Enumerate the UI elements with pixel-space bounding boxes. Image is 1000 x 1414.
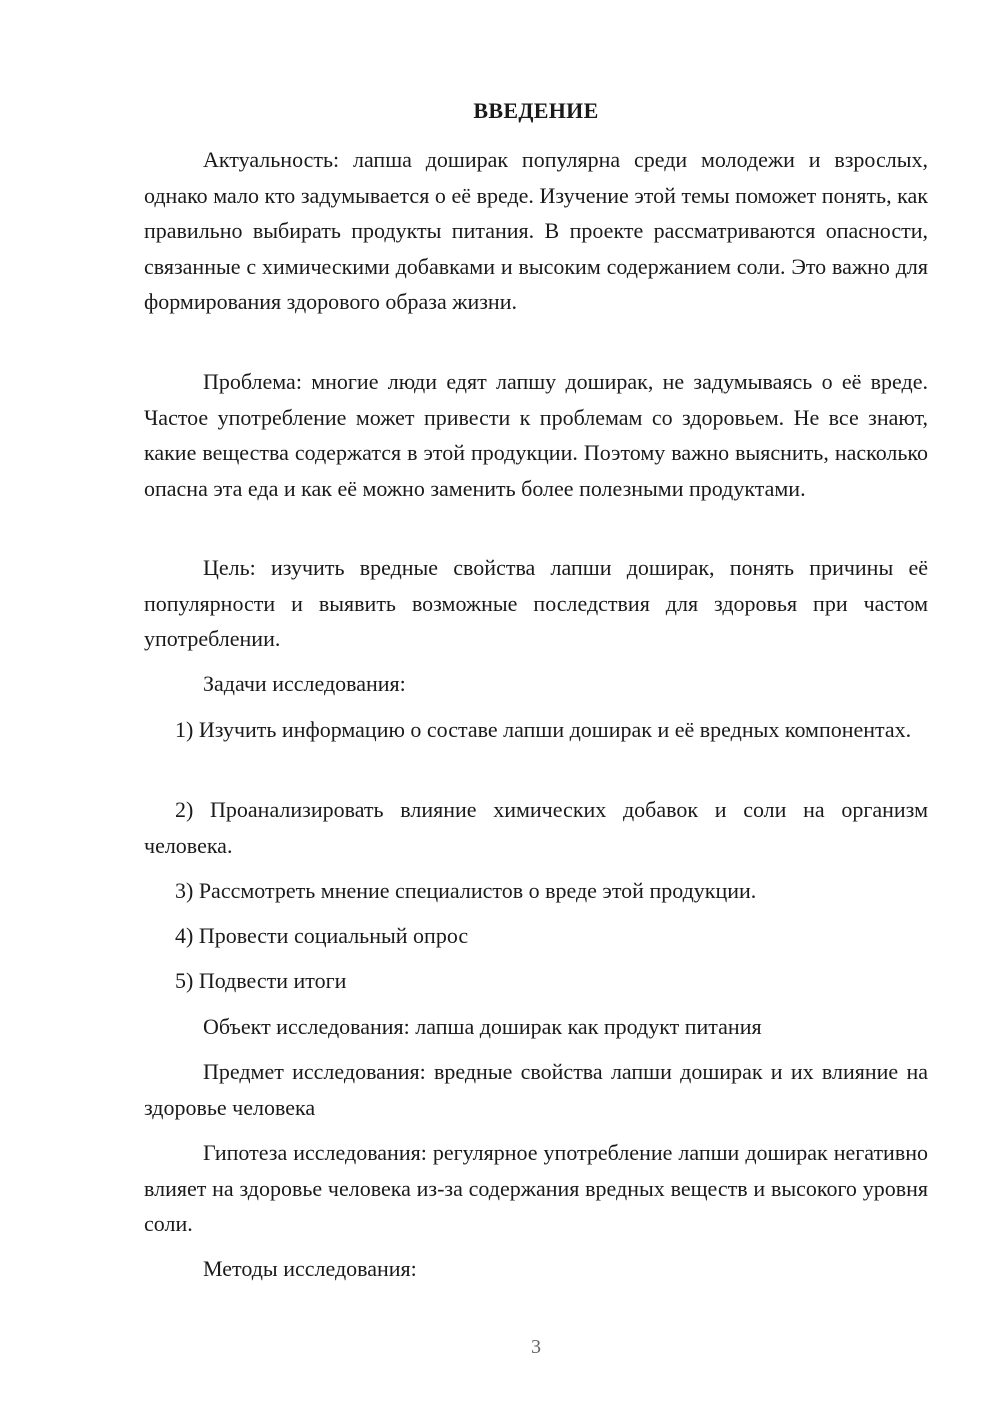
- tasks-heading: Задачи исследования:: [203, 671, 406, 696]
- task-item-5: 5) Подвести итоги: [175, 968, 347, 993]
- paragraph-problem: Проблема: многие люди едят лапшу доширак, не задумываясь о её вреде. Частое употребление может привести к проблемам со здоровьем. Не все знают, какие вещества содержатся в этой продукции. Поэтому важно выяснить, насколько опасна эта еда и как её можно заменить более полезными продуктами.: [144, 369, 928, 501]
- paragraph-hypothesis: Гипотеза исследования: регулярное употребление лапши доширак негативно влияет на здоровье человека из-за содержания вредных веществ и высокого уровня соли.: [144, 1140, 928, 1236]
- task-item-3: 3) Рассмотреть мнение специалистов о вреде этой продукции.: [175, 878, 757, 903]
- paragraph-relevance: Актуальность: лапша доширак популярна среди молодежи и взрослых, однако мало кто задумывается о её вреде. Изучение этой темы поможет понять, как правильно выбирать продукты питания. В проекте рассматриваются опасности, связанные с химическими добавками и высоким содержанием соли. Это важно для формирования здорового образа жизни.: [144, 147, 928, 314]
- task-item-2: 2) Проанализировать влияние химических добавок и соли на организм человека.: [144, 797, 928, 858]
- paragraph-goal: Цель: изучить вредные свойства лапши доширак, понять причины её популярности и выявить возможные последствия для здоровья при частом употреблении.: [144, 555, 928, 651]
- page-title: ВВЕДЕНИЕ: [473, 98, 599, 123]
- task-item-4: 4) Провести социальный опрос: [175, 923, 469, 948]
- page-number: 3: [531, 1336, 541, 1358]
- methods-heading: Методы исследования:: [203, 1256, 417, 1281]
- document-page: [144, 0, 928, 1414]
- paragraph-subject: Предмет исследования: вредные свойства лапши доширак и их влияние на здоровье человека: [144, 1059, 928, 1120]
- task-item-1: 1) Изучить информацию о составе лапши доширак и её вредных компонентах.: [175, 717, 912, 742]
- paragraph-object: Объект исследования: лапша доширак как продукт питания: [203, 1014, 762, 1039]
